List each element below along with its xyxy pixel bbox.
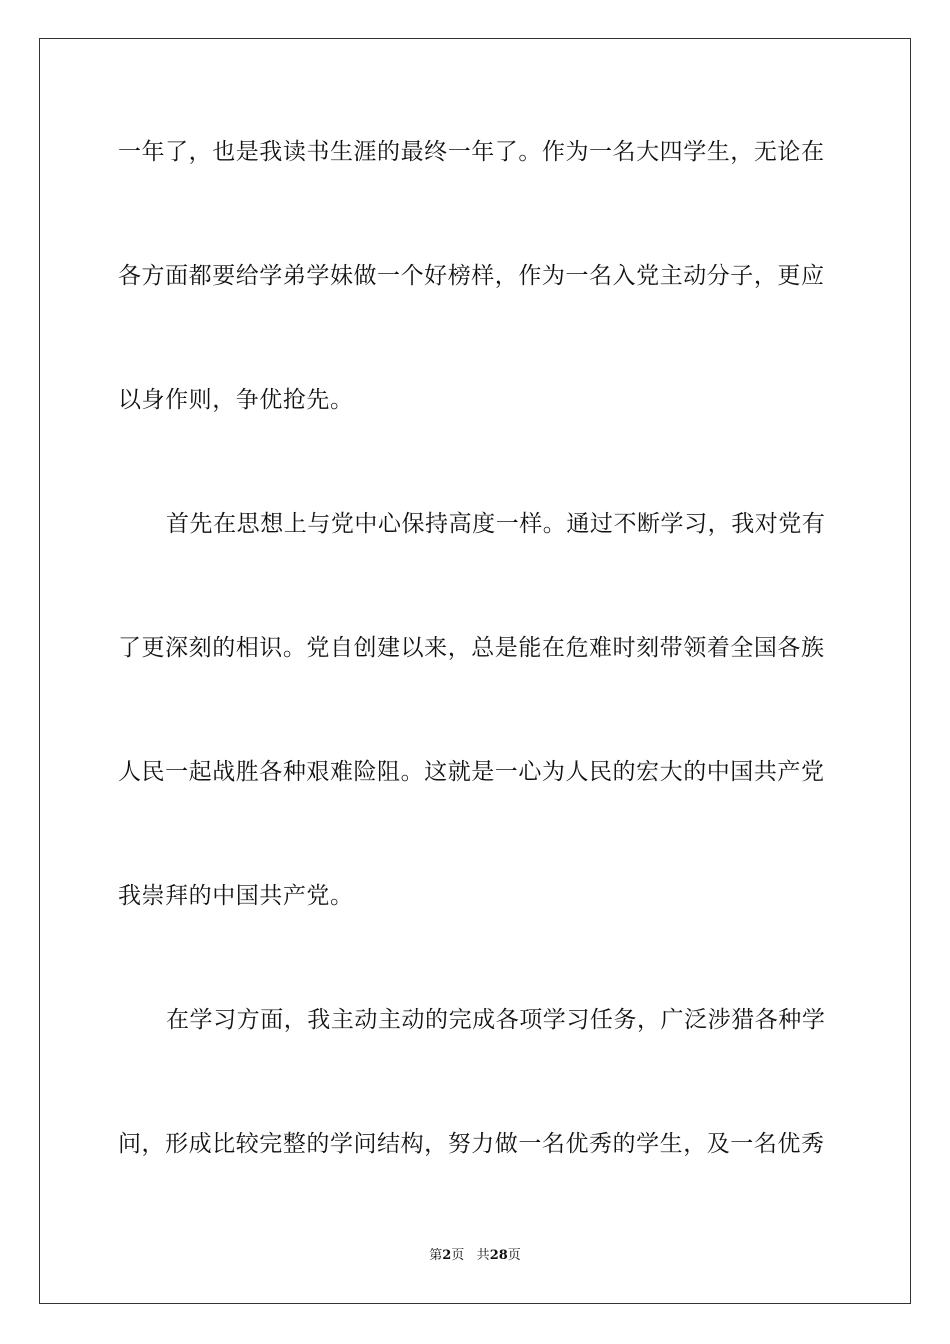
footer-total-prefix: 共 [476, 1248, 490, 1263]
footer-page-prefix: 第 [429, 1248, 443, 1263]
text-line-3: 以身作则，争优抢先。 [118, 387, 354, 413]
footer-total-suffix: 页 [507, 1248, 521, 1263]
text-line-5: 了更深刻的相识。党自创建以来，总是能在危难时刻带领着全国各族 [118, 635, 825, 661]
footer-total-pages: 28 [489, 1248, 508, 1263]
footer-page-suffix: 页 [451, 1248, 465, 1263]
text-line-6: 人民一起战胜各种艰难险阻。这就是一心为人民的宏大的中国共产党 [118, 759, 825, 785]
text-line-8: 在学习方面，我主动主动的完成各项学习任务，广泛涉猎各种学 [166, 1007, 826, 1033]
text-line-2: 各方面都要给学弟学妹做一个好榜样，作为一名入党主动分子，更应 [118, 263, 825, 289]
text-line-1: 一年了，也是我读书生涯的最终一年了。作为一名大四学生，无论在 [118, 139, 825, 165]
page-footer [0, 1246, 950, 1266]
text-line-9: 问，形成比较完整的学问结构，努力做一名优秀的学生，及一名优秀 [118, 1131, 825, 1157]
footer-page-number: 2 [442, 1248, 452, 1263]
text-line-7: 我崇拜的中国共产党。 [118, 883, 354, 909]
text-line-4: 首先在思想上与党中心保持高度一样。通过不断学习，我对党有 [166, 511, 826, 537]
